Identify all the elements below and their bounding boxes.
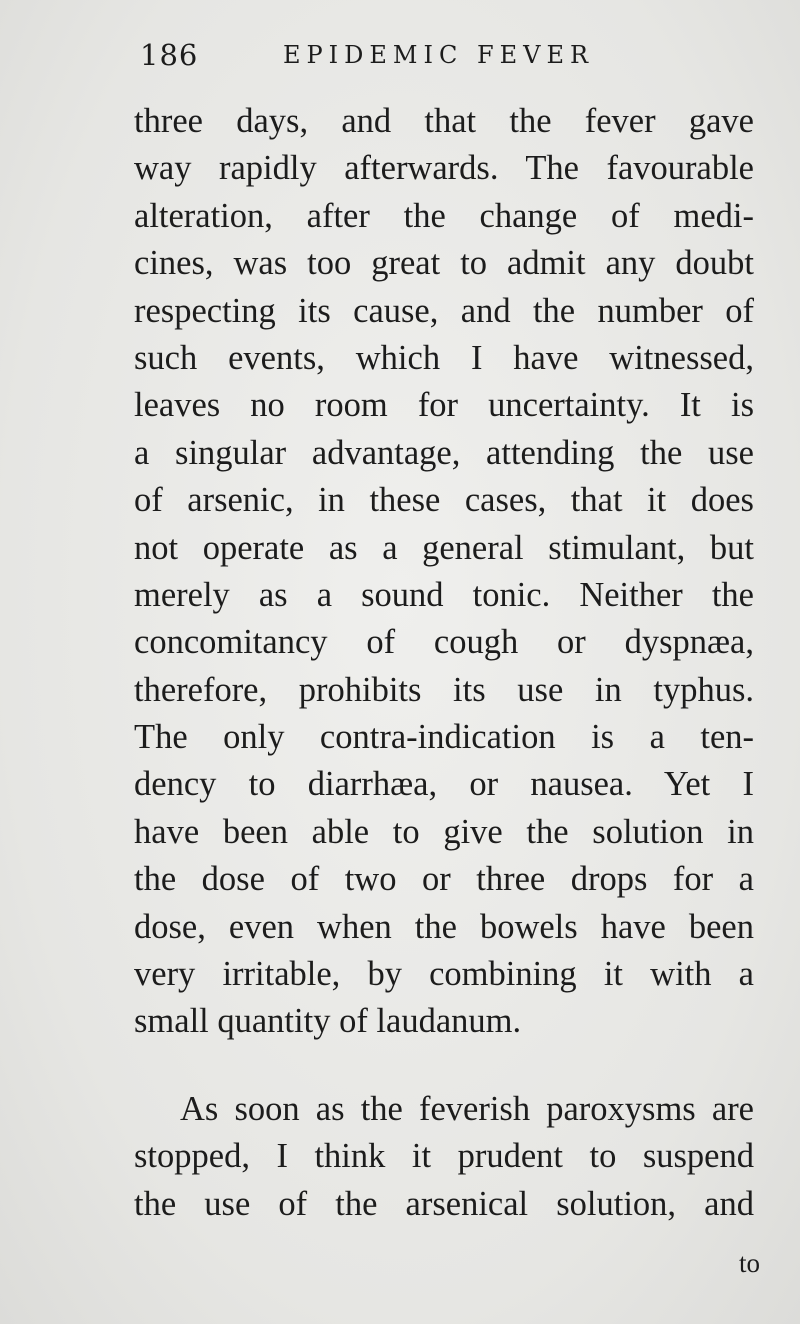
paragraph-gap: [134, 1046, 754, 1086]
text-line: As soon as the feverish paroxysms are: [180, 1089, 754, 1128]
text-line: stopped, I think it prudent to suspend: [134, 1137, 754, 1176]
text-line: very irritable, by combining it with a: [134, 955, 754, 994]
text-line: concomitancy of cough or dyspnæa,: [134, 623, 754, 662]
body-text: [134, 98, 754, 1228]
paragraph-1: [134, 98, 754, 1046]
paragraph-2: [134, 1086, 754, 1228]
text-line: small quantity of laudanum.: [134, 1002, 522, 1041]
text-line: dose, even when the bowels have been: [134, 907, 754, 946]
catchword: to: [738, 1248, 760, 1278]
text-line: dency to diarrhæa, or nausea. Yet I: [134, 765, 754, 804]
text-line: a singular advantage, attending the use: [134, 433, 754, 472]
text-line: such events, which I have witnessed,: [134, 338, 754, 377]
text-line: leaves no room for uncertainty. It is: [134, 386, 754, 425]
text-line: of arsenic, in these cases, that it does: [134, 481, 754, 520]
page-number: 186: [140, 38, 199, 72]
running-head: EPIDEMIC FEVER: [283, 41, 595, 69]
text-line: have been able to give the solution in: [134, 812, 754, 851]
text-line: way rapidly afterwards. The favourable: [134, 149, 754, 188]
text-line: The only contra-indication is a ten-: [134, 718, 754, 757]
text-line: cines, was too great to admit any doubt: [134, 244, 754, 283]
text-line: merely as a sound tonic. Neither the: [134, 575, 754, 614]
text-line: the use of the arsenical solution, and: [134, 1184, 754, 1223]
text-line: not operate as a general stimulant, but: [134, 528, 754, 567]
text-line: alteration, after the change of medi-: [134, 196, 754, 235]
text-line: respecting its cause, and the number of: [134, 291, 754, 330]
text-line: three days, and that the fever gave: [134, 102, 754, 140]
text-line: therefore, prohibits its use in typhus.: [134, 670, 754, 709]
text-line: the dose of two or three drops for a: [134, 860, 754, 899]
